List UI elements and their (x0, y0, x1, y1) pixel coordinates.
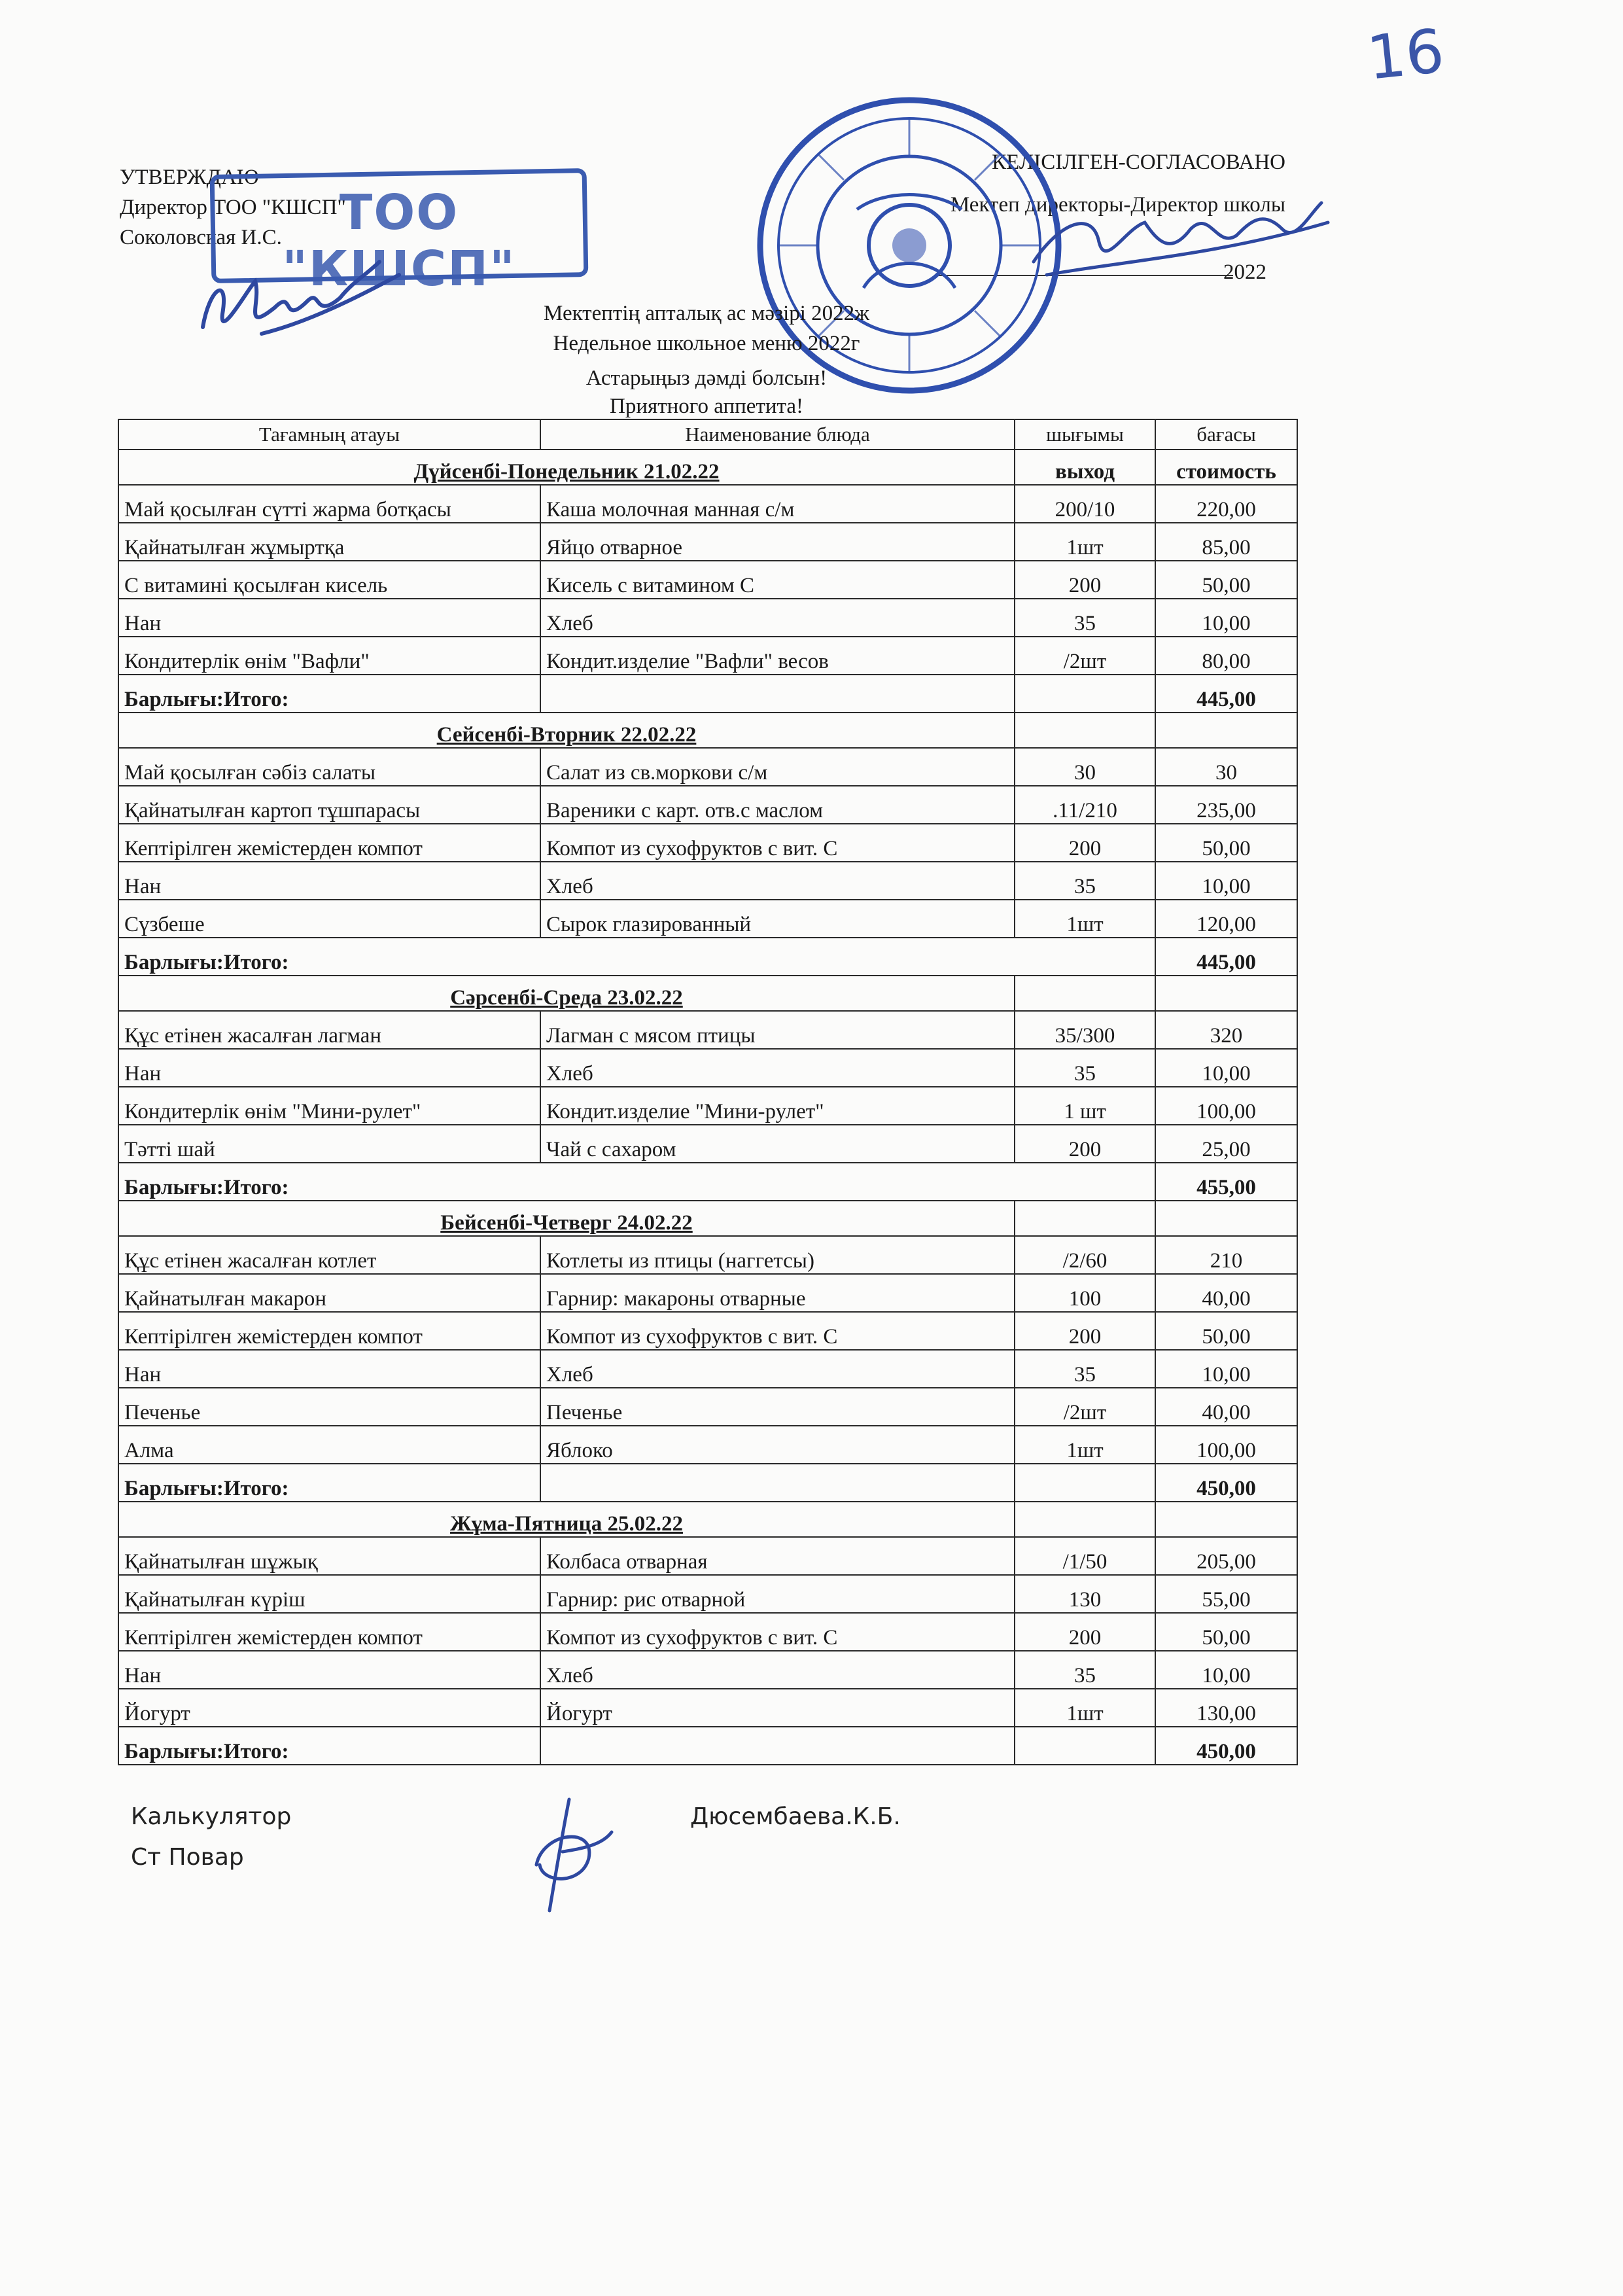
dish-name-kz: Қайнатылған жұмыртқа (118, 523, 540, 561)
dish-name-kz: Нан (118, 599, 540, 637)
calculator-signature-icon (523, 1793, 615, 1917)
total-row (118, 675, 1297, 713)
dish-output: 30 (1015, 748, 1155, 786)
dish-price: 50,00 (1155, 1613, 1297, 1651)
day-header-row (118, 450, 1297, 485)
table-row (118, 900, 1297, 938)
dish-name-ru: Печенье (540, 1388, 1015, 1426)
header-ru-name: Наименование блюда (540, 419, 1015, 450)
dish-output: .11/210 (1015, 786, 1155, 824)
total-row (118, 938, 1297, 976)
total-label: Барлығы:Итого: (118, 938, 1155, 976)
dish-name-kz: Сүзбеше (118, 900, 540, 938)
dish-name-kz: Қайнатылған макарон (118, 1274, 540, 1312)
dish-name-ru: Вареники с карт. отв.с маслом (540, 786, 1015, 824)
day-title: Жұма-Пятница 25.02.22 (118, 1502, 1015, 1537)
dish-name-ru: Хлеб (540, 1350, 1015, 1388)
total-value: 450,00 (1155, 1727, 1297, 1765)
cook-label: Ст Повар (131, 1844, 244, 1871)
dish-price: 120,00 (1155, 900, 1297, 938)
dish-name-ru: Компот из сухофруктов с вит. С (540, 824, 1015, 862)
subheader-price: стоимость (1155, 450, 1297, 485)
table-row (118, 1087, 1297, 1125)
dish-output: 200 (1015, 1613, 1155, 1651)
total-value: 450,00 (1155, 1464, 1297, 1502)
dish-name-ru: Хлеб (540, 862, 1015, 900)
dish-output: 1 шт (1015, 1087, 1155, 1125)
table-row (118, 1011, 1297, 1049)
dish-price: 130,00 (1155, 1689, 1297, 1727)
day-title: Дүйсенбі-Понедельник 21.02.22 (118, 450, 1015, 485)
dish-name-kz: Нан (118, 1651, 540, 1689)
dish-name-kz: Нан (118, 862, 540, 900)
empty-cell (1015, 1727, 1155, 1765)
empty-cell (540, 1464, 1015, 1502)
empty-cell (1015, 1201, 1155, 1236)
dish-name-kz: Май қосылған сүтті жарма ботқасы (118, 485, 540, 523)
table-row (118, 862, 1297, 900)
agree-label: КЕЛІСІЛГЕН-СОГЛАСОВАНО (992, 150, 1285, 174)
table-row (118, 824, 1297, 862)
agree-date: 2022 (1223, 260, 1266, 284)
dish-output: /2шт (1015, 637, 1155, 675)
dish-name-kz: Йогурт (118, 1689, 540, 1727)
dish-name-kz: Кондитерлік өнім "Мини-рулет" (118, 1087, 540, 1125)
calculator-name: Дюсембаева.К.Б. (690, 1803, 901, 1830)
dish-price: 210 (1155, 1236, 1297, 1274)
table-row (118, 485, 1297, 523)
total-label: Барлығы:Итого: (118, 675, 540, 713)
dish-name-ru: Котлеты из птицы (наггетсы) (540, 1236, 1015, 1274)
dish-name-kz: Кондитерлік өнім "Вафли" (118, 637, 540, 675)
wish-ru: Приятного аппетита! (610, 395, 803, 418)
dish-name-ru: Чай с сахаром (540, 1125, 1015, 1163)
approve-name: Соколовская И.С. (120, 226, 282, 249)
dish-name-ru: Хлеб (540, 1651, 1015, 1689)
dish-name-ru: Каша молочная манная с/м (540, 485, 1015, 523)
dish-name-kz: Нан (118, 1350, 540, 1388)
dish-name-kz: Құс етінен жасалған котлет (118, 1236, 540, 1274)
dish-output: 200/10 (1015, 485, 1155, 523)
dish-price: 100,00 (1155, 1087, 1297, 1125)
page-number: 16 (1363, 16, 1448, 94)
dish-name-ru: Хлеб (540, 1049, 1015, 1087)
empty-cell (1015, 675, 1155, 713)
empty-cell (1015, 976, 1155, 1011)
approve-label: УТВЕРЖДАЮ (120, 166, 259, 189)
dish-name-ru: Кондит.изделие "Вафли" весов (540, 637, 1015, 675)
company-stamp-text: ТОО "КШСП" (282, 185, 516, 297)
dish-name-ru: Салат из св.моркови с/м (540, 748, 1015, 786)
dish-output: /2шт (1015, 1388, 1155, 1426)
dish-output: 130 (1015, 1575, 1155, 1613)
empty-cell (540, 675, 1015, 713)
day-header-row (118, 1502, 1297, 1537)
dish-output: 200 (1015, 1125, 1155, 1163)
dish-output: 35/300 (1015, 1011, 1155, 1049)
dish-price: 10,00 (1155, 1049, 1297, 1087)
school-director-signature-icon (1021, 183, 1335, 294)
dish-price: 40,00 (1155, 1274, 1297, 1312)
dish-name-ru: Кисель с витамином С (540, 561, 1015, 599)
dish-name-kz: Құс етінен жасалған лагман (118, 1011, 540, 1049)
dish-name-ru: Яблоко (540, 1426, 1015, 1464)
dish-output: 1шт (1015, 1426, 1155, 1464)
dish-price: 85,00 (1155, 523, 1297, 561)
empty-cell (1015, 1464, 1155, 1502)
director-signature-icon (183, 236, 419, 360)
table-row (118, 1651, 1297, 1689)
dish-price: 50,00 (1155, 1312, 1297, 1350)
table-row (118, 599, 1297, 637)
title-kz: Мектептің апталық ас мәзірі 2022ж (544, 302, 869, 325)
dish-name-ru: Лагман с мясом птицы (540, 1011, 1015, 1049)
dish-price: 220,00 (1155, 485, 1297, 523)
dish-output: /2/60 (1015, 1236, 1155, 1274)
dish-output: 1шт (1015, 1689, 1155, 1727)
table-row (118, 1426, 1297, 1464)
day-title: Бейсенбі-Четверг 24.02.22 (118, 1201, 1015, 1236)
table-row (118, 1350, 1297, 1388)
table-row (118, 1312, 1297, 1350)
header-output: шығымы (1015, 419, 1155, 450)
total-label: Барлығы:Итого: (118, 1163, 1155, 1201)
dish-price: 235,00 (1155, 786, 1297, 824)
dish-output: 35 (1015, 1049, 1155, 1087)
header-kz-name: Тағамның атауы (118, 419, 540, 450)
empty-cell (1155, 976, 1297, 1011)
dish-name-kz: Май қосылған сәбіз салаты (118, 748, 540, 786)
table-row (118, 637, 1297, 675)
table-row (118, 1274, 1297, 1312)
dish-output: 200 (1015, 561, 1155, 599)
header-price: бағасы (1155, 419, 1297, 450)
dish-name-ru: Яйцо отварное (540, 523, 1015, 561)
dish-price: 25,00 (1155, 1125, 1297, 1163)
total-value: 445,00 (1155, 675, 1297, 713)
dish-name-ru: Кондит.изделие "Мини-рулет" (540, 1087, 1015, 1125)
dish-name-ru: Гарнир: рис отварной (540, 1575, 1015, 1613)
table-row (118, 1613, 1297, 1651)
dish-name-kz: Печенье (118, 1388, 540, 1426)
total-row (118, 1464, 1297, 1502)
dish-price: 320 (1155, 1011, 1297, 1049)
dish-price: 10,00 (1155, 862, 1297, 900)
dish-output: 1шт (1015, 523, 1155, 561)
calculator-label: Калькулятор (131, 1803, 292, 1830)
dish-name-kz: Кептірілген жемістерден компот (118, 1312, 540, 1350)
table-header-row (118, 419, 1297, 450)
table-row (118, 748, 1297, 786)
dish-name-kz: Тәтті шай (118, 1125, 540, 1163)
dish-output: 35 (1015, 862, 1155, 900)
dish-price: 100,00 (1155, 1426, 1297, 1464)
dish-name-kz: Кептірілген жемістерден компот (118, 824, 540, 862)
day-header-row (118, 1201, 1297, 1236)
dish-name-ru: Гарнир: макароны отварные (540, 1274, 1015, 1312)
dish-price: 80,00 (1155, 637, 1297, 675)
dish-output: /1/50 (1015, 1537, 1155, 1575)
dish-name-kz: С витамині қосылған кисель (118, 561, 540, 599)
table-row (118, 1388, 1297, 1426)
total-label: Барлығы:Итого: (118, 1464, 540, 1502)
table-row (118, 786, 1297, 824)
table-row (118, 523, 1297, 561)
empty-cell (540, 1727, 1015, 1765)
dish-price: 50,00 (1155, 561, 1297, 599)
dish-name-kz: Нан (118, 1049, 540, 1087)
agree-position: Мектеп директоры-Директор школы (950, 193, 1285, 217)
menu-table (118, 419, 1298, 1765)
dish-price: 205,00 (1155, 1537, 1297, 1575)
empty-cell (1155, 1502, 1297, 1537)
dish-output: 100 (1015, 1274, 1155, 1312)
total-value: 445,00 (1155, 938, 1297, 976)
total-value: 455,00 (1155, 1163, 1297, 1201)
day-title: Сейсенбі-Вторник 22.02.22 (118, 713, 1015, 748)
total-row (118, 1727, 1297, 1765)
dish-name-ru: Хлеб (540, 599, 1015, 637)
dish-price: 50,00 (1155, 824, 1297, 862)
subheader-output: выход (1015, 450, 1155, 485)
day-header-row (118, 976, 1297, 1011)
table-row (118, 1049, 1297, 1087)
empty-cell (1155, 713, 1297, 748)
empty-cell (1015, 713, 1155, 748)
dish-output: 35 (1015, 1651, 1155, 1689)
dish-name-ru: Компот из сухофруктов с вит. С (540, 1312, 1015, 1350)
dish-output: 200 (1015, 824, 1155, 862)
table-row (118, 561, 1297, 599)
dish-output: 35 (1015, 599, 1155, 637)
total-row (118, 1163, 1297, 1201)
dish-output: 35 (1015, 1350, 1155, 1388)
table-row (118, 1575, 1297, 1613)
dish-price: 10,00 (1155, 1651, 1297, 1689)
dish-name-kz: Алма (118, 1426, 540, 1464)
approve-position: Директор ТОО "КШСП" (120, 196, 346, 219)
empty-cell (1155, 1201, 1297, 1236)
dish-name-kz: Кептірілген жемістерден компот (118, 1613, 540, 1651)
empty-cell (1015, 1502, 1155, 1537)
table-row (118, 1689, 1297, 1727)
dish-name-ru: Йогурт (540, 1689, 1015, 1727)
day-title: Сәрсенбі-Среда 23.02.22 (118, 976, 1015, 1011)
dish-price: 40,00 (1155, 1388, 1297, 1426)
dish-name-kz: Қайнатылған күріш (118, 1575, 540, 1613)
table-row (118, 1236, 1297, 1274)
dish-name-ru: Колбаса отварная (540, 1537, 1015, 1575)
dish-price: 55,00 (1155, 1575, 1297, 1613)
dish-name-ru: Компот из сухофруктов с вит. С (540, 1613, 1015, 1651)
table-row (118, 1125, 1297, 1163)
title-ru: Недельное школьное меню 2022г (553, 332, 860, 355)
dish-name-ru: Сырок глазированный (540, 900, 1015, 938)
dish-price: 10,00 (1155, 1350, 1297, 1388)
dish-output: 200 (1015, 1312, 1155, 1350)
dish-output: 1шт (1015, 900, 1155, 938)
day-header-row (118, 713, 1297, 748)
wish-kz: Астарыңыз дәмді болсын! (585, 366, 828, 390)
dish-price: 10,00 (1155, 599, 1297, 637)
dish-price: 30 (1155, 748, 1297, 786)
dish-name-kz: Қайнатылған картоп тұшпарасы (118, 786, 540, 824)
total-label: Барлығы:Итого: (118, 1727, 540, 1765)
table-row (118, 1537, 1297, 1575)
dish-name-kz: Қайнатылған шұжық (118, 1537, 540, 1575)
